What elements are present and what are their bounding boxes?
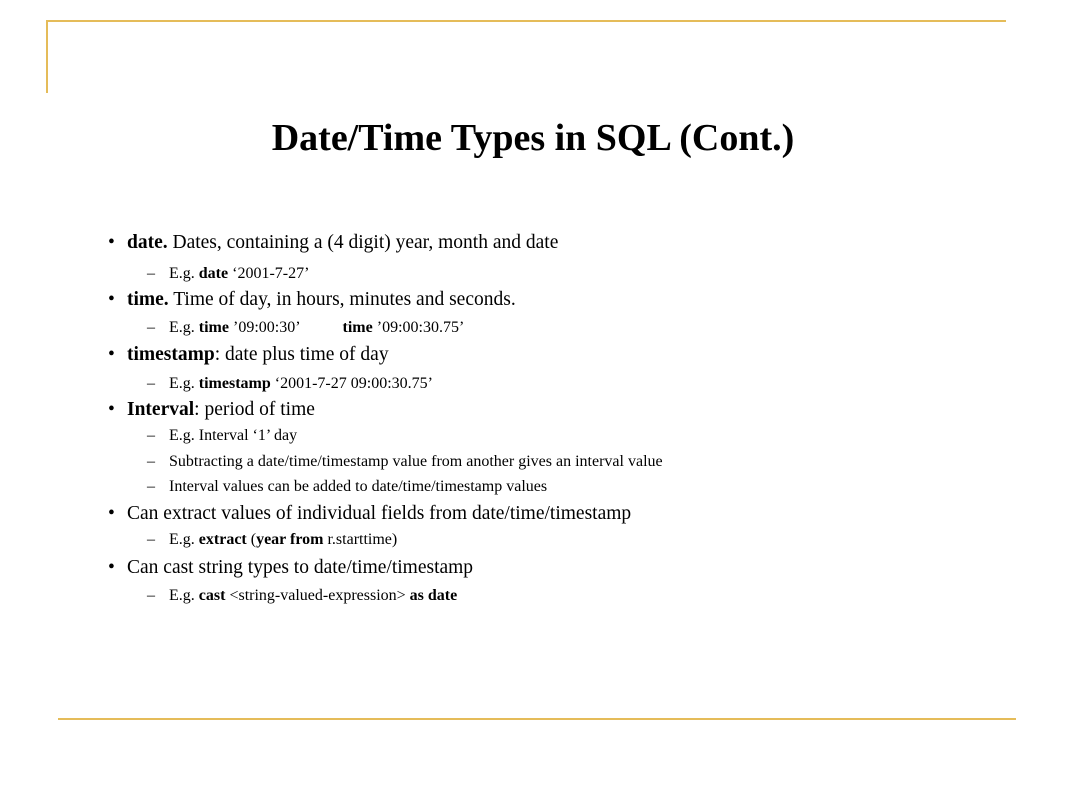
keyword-text: time: [342, 319, 373, 336]
keyword-text: date: [198, 265, 229, 282]
body-text: ’09:00:30.75’: [372, 319, 465, 336]
body-text: ‘2001-7-27 09:00:30.75’: [270, 375, 433, 392]
body-text: ‘2001-7-27’: [228, 265, 310, 282]
sub-bullet-cast-example: [169, 587, 457, 605]
body-text: Can extract values of individual fields from date/time/timestamp: [127, 503, 632, 524]
body-text: E.g.: [169, 375, 199, 392]
frame-line-bottom: [58, 718, 1016, 720]
keyword-text: timestamp: [127, 344, 215, 365]
keyword-text: as date: [409, 587, 458, 604]
body-text: <string-valued-expression>: [225, 587, 410, 604]
bullet-time: [127, 289, 516, 311]
bullet-date: [127, 232, 558, 254]
body-text: Dates, containing a (4 digit) year, month and date: [167, 232, 559, 253]
bullet-cast: [127, 557, 473, 579]
keyword-text: cast: [198, 587, 226, 604]
keyword-text: year from: [256, 531, 324, 548]
sub-bullet-timestamp-example: [169, 375, 433, 393]
sub-bullet-interval-add: [169, 478, 547, 496]
sub-bullet-interval-example: [169, 427, 297, 445]
body-text: : date plus time of day: [214, 344, 389, 365]
sub-bullet-extract-example: [169, 531, 397, 549]
keyword-text: time: [198, 319, 229, 336]
body-text: ’09:00:30’: [228, 319, 301, 336]
body-text: E.g.: [169, 319, 199, 336]
keyword-text: extract: [198, 531, 247, 548]
bullet-interval: [127, 399, 315, 421]
sub-bullet-date-example: [169, 265, 309, 283]
frame-line-left: [46, 20, 48, 93]
body-text: E.g.: [169, 265, 199, 282]
body-text: Subtracting a date/time/timestamp value from another gives an interval value: [169, 453, 663, 470]
body-text: Can cast string types to date/time/timestamp: [127, 557, 474, 578]
body-text: Interval values can be added to date/time/timestamp values: [169, 478, 548, 495]
body-text: (: [246, 531, 257, 548]
slide-title: Date/Time Types in SQL (Cont.): [271, 117, 795, 159]
body-text: r.starttime): [323, 531, 398, 548]
bullet-extract: [127, 503, 631, 525]
keyword-text: date.: [127, 232, 168, 253]
frame-line-top: [48, 20, 1006, 22]
body-text: E.g. Interval ‘1’ day: [169, 427, 298, 444]
body-text: : period of time: [194, 399, 315, 420]
sub-bullet-time-example: [169, 319, 464, 337]
sub-bullet-interval-subtract: [169, 453, 663, 471]
body-text: Time of day, in hours, minutes and seconds.: [168, 289, 516, 310]
keyword-text: time.: [127, 289, 169, 310]
body-text: E.g.: [169, 531, 199, 548]
bullet-timestamp: [127, 344, 389, 366]
body-text: E.g.: [169, 587, 199, 604]
keyword-text: Interval: [127, 399, 195, 420]
keyword-text: timestamp: [198, 375, 271, 392]
